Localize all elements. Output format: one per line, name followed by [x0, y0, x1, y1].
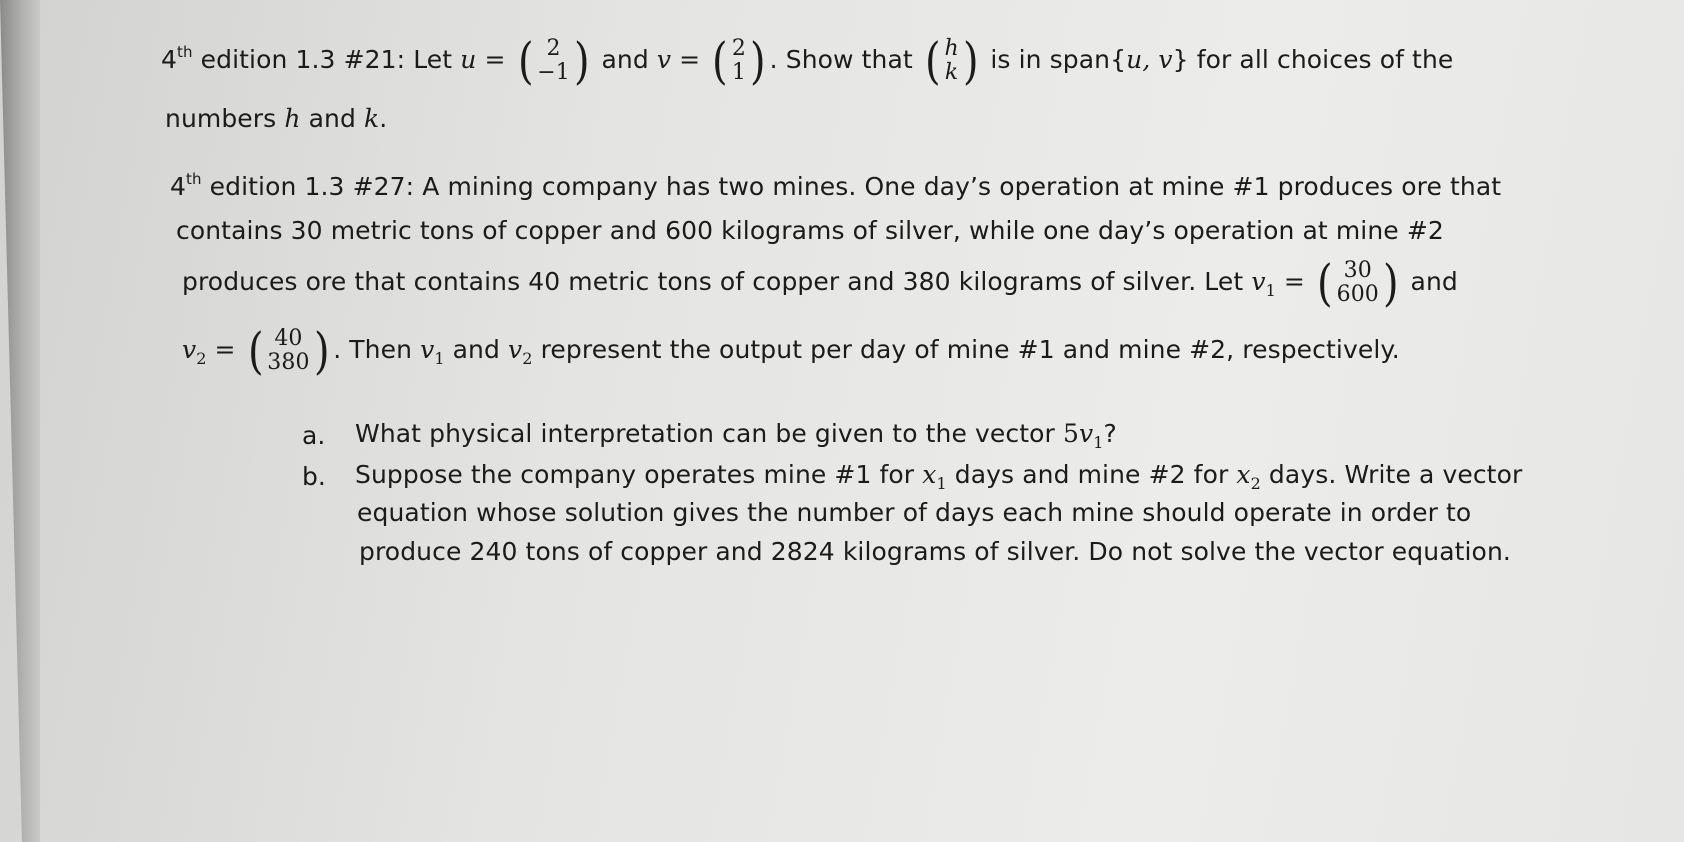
show-text: . Show that [769, 45, 921, 74]
u-vector: ( 2 −1 ) [517, 32, 590, 90]
and-text: and [593, 45, 657, 74]
u-symbol: u [460, 45, 477, 74]
part-b-line3: produce 240 tons of copper and 2824 kilograms of silver. Do not solve the vector equation. [359, 537, 1511, 566]
v2-symbol: v [182, 335, 197, 364]
v-symbol: v [656, 45, 672, 74]
problem2-line2: contains 30 metric tons of copper and 600 kilograms of silver, while one day’s operation at mine #2 [176, 216, 1444, 245]
v2-vector: ( 40 380 ) [247, 322, 330, 380]
problem2-line4: $v_2$ = ( 40 380 ) . Then $v_1$ and $v_2$ represent the output per day of mine #1 and mine #2, respectively. [182, 322, 1400, 380]
span-close: } for all choices of the [1172, 45, 1454, 74]
part-a-text: What physical interpretation can be given to the vector $5v_1$? [355, 419, 1117, 452]
problem1-intro: edition 1.3 #21: Let [192, 45, 461, 74]
problem1-line2: numbers h and k. [165, 104, 388, 133]
part-a-label: a. [302, 421, 326, 450]
edition-superscript: th [177, 43, 193, 61]
v1-vector: ( 30 600 ) [1316, 254, 1399, 312]
h-symbol: h [284, 104, 301, 133]
span-text: is in span{ [982, 45, 1127, 74]
part-b-line1: Suppose the company operates mine #1 for $x_1$ days and mine #2 for $x_2$ days. Write a vector [355, 460, 1523, 493]
problem2-line1: 4th edition 1.3 #27: A mining company has two mines. One day’s operation at mine #1 produces ore that [170, 170, 1502, 201]
hk-vector: ( h k ) [924, 32, 979, 90]
problem2-line3: produces ore that contains 40 metric tons of copper and 380 kilograms of silver. Let $v_1$ = ( 30 600 ) and [182, 254, 1458, 312]
span-vars: u, v [1126, 45, 1173, 74]
k-symbol: k [363, 104, 380, 133]
v-vector: ( 2 1 ) [712, 32, 766, 90]
problem1-line1: 4th edition 1.3 #21: Let u = ( 2 −1 ) and v = ( 2 1 ) . Show that ( h k ) is in span{u, v} for all choices of the [161, 32, 1454, 90]
v1-symbol: v [1251, 267, 1266, 296]
equals-sign: = [476, 45, 514, 74]
part-b-label: b. [302, 462, 326, 491]
edition-number: 4 [161, 45, 178, 74]
part-b-line2: equation whose solution gives the number of days each mine should operate in order to [357, 498, 1472, 527]
